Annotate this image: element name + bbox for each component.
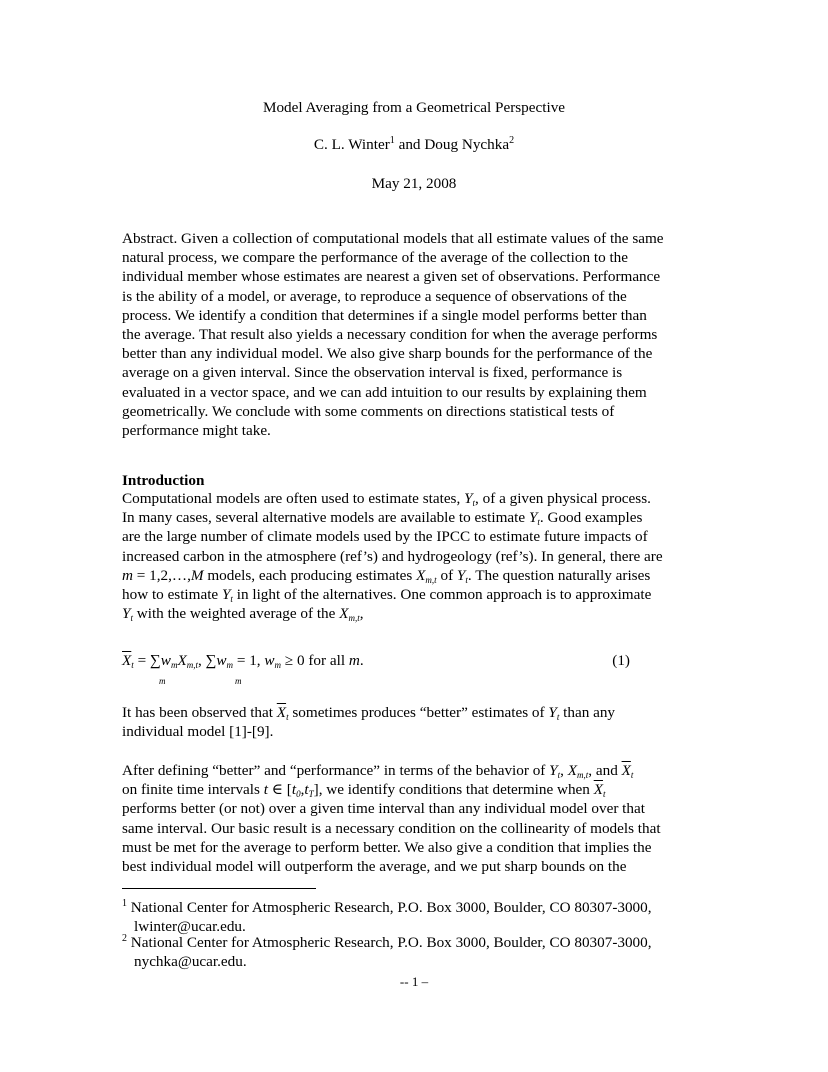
paragraph-2 xyxy=(122,704,712,742)
intro-line: increased carbon in the atmosphere (ref’s) and hydrogeology (ref’s). In general, there are xyxy=(122,547,663,565)
footnote-1 xyxy=(122,899,722,937)
abstract-line: evaluated in a vector space, and we can add intuition to our results by explaining them xyxy=(122,383,647,401)
equation-1 xyxy=(122,652,712,688)
paragraph-line: After defining “better” and “performance” in terms of the behavior of $Y_t$, $X_{m,t}$, and $\overline{X}_t$ xyxy=(122,762,634,780)
intro-line: how to estimate $Y_t$ in light of the alternatives. One common approach is to approximate xyxy=(122,585,652,604)
introduction-paragraph xyxy=(122,490,712,624)
paragraph-line: on finite time intervals t ∈ $[t_0,t_T]$, we identify conditions that determine when $\overline{X}_t$ xyxy=(122,781,606,800)
footnote-email: lwinter@ucar.edu. xyxy=(134,918,246,936)
footnote-separator xyxy=(122,888,316,889)
sum-index: m xyxy=(159,676,166,686)
paragraph-line: individual model [1]-[9]. xyxy=(122,723,274,741)
intro-line: Computational models are often used to estimate states, $Y_t$, of a given physical process. xyxy=(122,490,651,508)
equation-body: $\overline{X}_t = \sum w_mX_{m,t}$, $\sum w_m = 1$, $w_m \ge 0$ for all m. xyxy=(122,652,364,670)
paragraph-3 xyxy=(122,762,712,877)
paper-date: May 21, 2008 xyxy=(371,175,457,192)
footnote-text: National Center for Atmospheric Research, P.O. Box 3000, Boulder, CO 80307-3000, xyxy=(130,934,652,951)
paragraph-line: performs better (or not) over a given time interval than any individual model over that xyxy=(122,800,645,818)
abstract-line: performance might take. xyxy=(122,421,271,439)
abstract-line: is the ability of a model, or average, to reproduce a sequence of observations of the xyxy=(122,287,627,305)
paragraph-line: best individual model will outperform the average, and we put sharp bounds on the xyxy=(122,857,627,875)
abstract-line: the average. That result also yields a necessary condition for when the average performs xyxy=(122,325,658,343)
paragraph-line: must be met for the average to perform better. We also give a condition that implies the xyxy=(122,838,652,856)
page-number: -- 1 – xyxy=(399,974,429,989)
author-conjunction: and xyxy=(394,136,425,153)
abstract-line: natural process, we compare the performance of the average of the collection to the xyxy=(122,249,629,267)
intro-line: In many cases, several alternative models are available to estimate $Y_t$. Good examples xyxy=(122,509,643,528)
paragraph-line: same interval. Our basic result is a necessary condition on the collinearity of models that xyxy=(122,819,661,837)
footnote-email: nychka@ucar.edu. xyxy=(134,953,247,971)
footnote-mark-2: 2 xyxy=(509,135,515,146)
footnote-2 xyxy=(122,934,722,972)
sum-index: m xyxy=(235,676,242,686)
equation-number: (1) xyxy=(612,652,630,669)
abstract-line: better than any individual model. We also give sharp bounds for the performance of the xyxy=(122,345,653,363)
abstract-line: individual member whose estimates are nearest a given set of observations. Performance xyxy=(122,268,661,286)
abstract-line: Abstract. Given a collection of computational models that all estimate values of the same xyxy=(122,230,664,247)
abstract xyxy=(122,230,712,441)
footnote-mark: 2 xyxy=(122,933,127,944)
section-heading-introduction: Introduction xyxy=(122,472,205,489)
footnote-mark-1: 1 xyxy=(389,135,395,146)
footnote-text: National Center for Atmospheric Research, P.O. Box 3000, Boulder, CO 80307-3000, xyxy=(130,899,652,916)
abstract-line: process. We identify a condition that determines if a single model performs better than xyxy=(122,306,647,324)
author-winter: C. L. Winter xyxy=(313,136,390,153)
paper-title: Model Averaging from a Geometrical Perspective xyxy=(262,99,566,116)
footnote-mark: 1 xyxy=(122,898,127,909)
intro-line: m = 1,2,…,M models, each producing estimates $X_{m,t}$ of $Y_t$. The question naturally arises xyxy=(122,566,651,585)
intro-line: are the large number of climate models used by the IPCC to estimate future impacts of xyxy=(122,528,648,546)
abstract-line: geometrically. We conclude with some comments on directions statistical tests of xyxy=(122,402,615,420)
author-line xyxy=(0,136,828,155)
author-nychka: Doug Nychka xyxy=(424,136,510,153)
intro-line: $Y_t$ with the weighted average of the $X_{m,t}$, xyxy=(122,605,364,624)
abstract-line: average on a given interval. Since the observation interval is fixed, performance is xyxy=(122,364,623,382)
paragraph-line: It has been observed that $\overline{X}_t$ sometimes produces “better” estimates of $Y_t$ than any xyxy=(122,704,616,722)
